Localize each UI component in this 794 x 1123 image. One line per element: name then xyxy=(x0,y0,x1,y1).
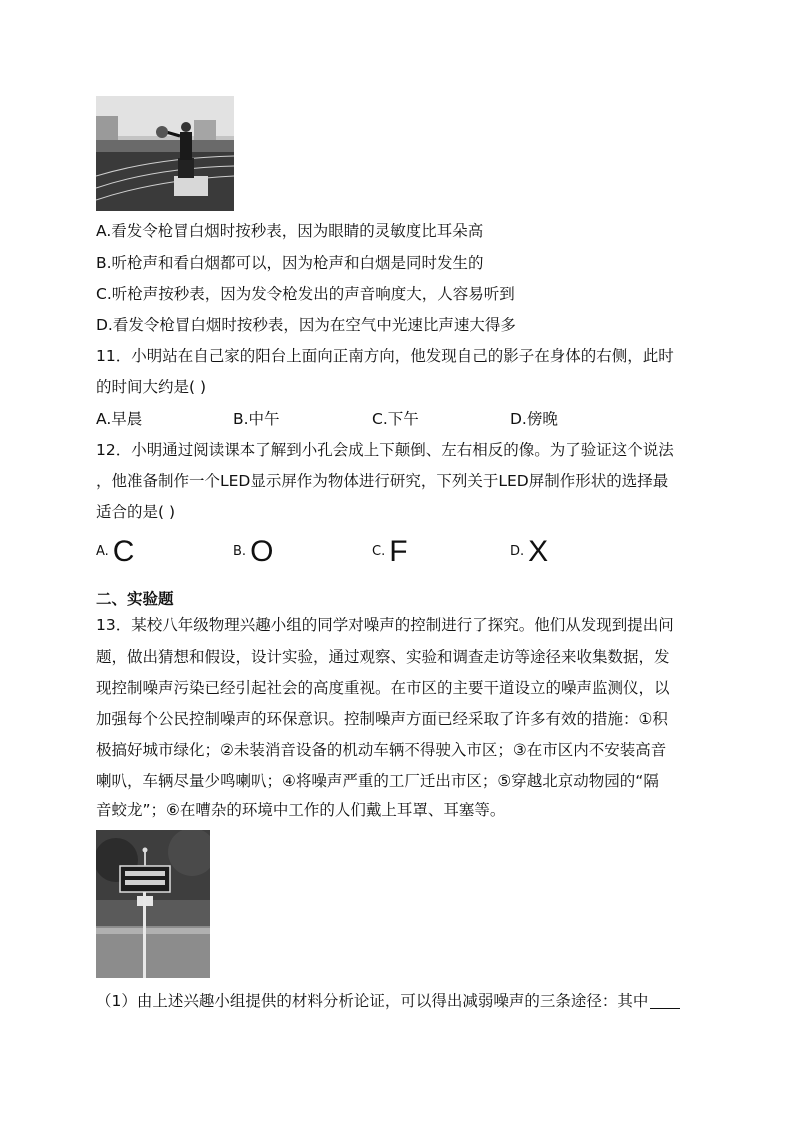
q12-option-b-glyph: O xyxy=(250,535,274,568)
q13-stem-line-2: 题，做出猜想和假设，设计实验，通过观察、实验和调查走访等途径来收集数据，发 xyxy=(96,648,670,666)
q12-option-c xyxy=(372,535,408,569)
starter-photo-graphic xyxy=(96,96,234,211)
q12-option-b-label: B. xyxy=(233,544,247,559)
q10-option-c: C.听枪声按秒表，因为发令枪发出的声音响度大，人容易听到 xyxy=(96,285,515,303)
q12-option-d-label: D. xyxy=(510,544,525,559)
q13-stem-line-5: 极搞好城市绿化；②未装消音设备的机动车辆不得驶入市区；③在市区内不安装高音 xyxy=(96,741,667,759)
q12-option-a xyxy=(96,535,134,569)
q10-option-b: B.听枪声和看白烟都可以，因为枪声和白烟是同时发生的 xyxy=(96,254,484,272)
noise-monitor-photo-graphic xyxy=(96,830,210,978)
q12-option-d xyxy=(510,535,548,569)
q12-stem-line-2: ，他准备制作一个LED显示屏作为物体进行研究，下列关于LED屏制作形状的选择最 xyxy=(96,472,669,490)
q11-option-c: C.下午 xyxy=(372,410,419,428)
q12-option-a-label: A. xyxy=(96,544,109,559)
q12-option-c-glyph: F xyxy=(389,535,408,568)
q13-stem-line-4: 加强每个公民控制噪声的环保意识。控制噪声方面已经采取了许多有效的措施：①积 xyxy=(96,710,668,728)
section-heading: 二、实验题 xyxy=(96,590,174,608)
q12-stem-line-3: 适合的是( ) xyxy=(96,503,176,521)
q11-option-d: D.傍晚 xyxy=(510,410,558,428)
q10-option-d: D.看发令枪冒白烟时按秒表，因为在空气中光速比声速大得多 xyxy=(96,316,516,334)
q11-stem-line-1: 11．小明站在自己家的阳台上面向正南方向，他发现自己的影子在身体的右侧，此时 xyxy=(96,347,674,365)
q12-option-c-label: C. xyxy=(372,544,386,559)
q11-stem-line-2: 的时间大约是( ) xyxy=(96,378,207,396)
answer-blank[interactable] xyxy=(650,992,680,1009)
q13-stem-line-3: 现控制噪声污染已经引起社会的高度重视。在市区的主要干道设立的噪声监测仪，以 xyxy=(96,679,670,697)
q12-option-a-glyph: C xyxy=(112,535,135,568)
q11-option-a: A.早晨 xyxy=(96,410,143,428)
q13-subquestion-1 xyxy=(96,990,680,1012)
starter-photo xyxy=(96,96,234,211)
q12-stem-line-1: 12．小明通过阅读课本了解到小孔会成上下颠倒、左右相反的像。为了验证这个说法 xyxy=(96,441,674,459)
q13-stem-line-6: 喇叭，车辆尽量少鸣喇叭；④将噪声严重的工厂迁出市区；⑤穿越北京动物园的“隔 xyxy=(96,772,659,790)
q13-subquestion-1-text: （1）由上述兴趣小组提供的材料分析论证，可以得出减弱噪声的三条途径：其中 xyxy=(96,992,649,1010)
noise-monitor-photo xyxy=(96,830,210,978)
q12-option-b xyxy=(233,535,273,569)
q13-stem-line-1: 13．某校八年级物理兴趣小组的同学对噪声的控制进行了探究。他们从发现到提出问 xyxy=(96,616,674,634)
q12-option-d-glyph: X xyxy=(528,535,549,568)
q10-option-a: A.看发令枪冒白烟时按秒表，因为眼睛的灵敏度比耳朵高 xyxy=(96,222,484,240)
q13-stem-line-7: 音蛟龙”；⑥在嘈杂的环境中工作的人们戴上耳罩、耳塞等。 xyxy=(96,801,506,819)
q11-option-b: B.中午 xyxy=(233,410,280,428)
